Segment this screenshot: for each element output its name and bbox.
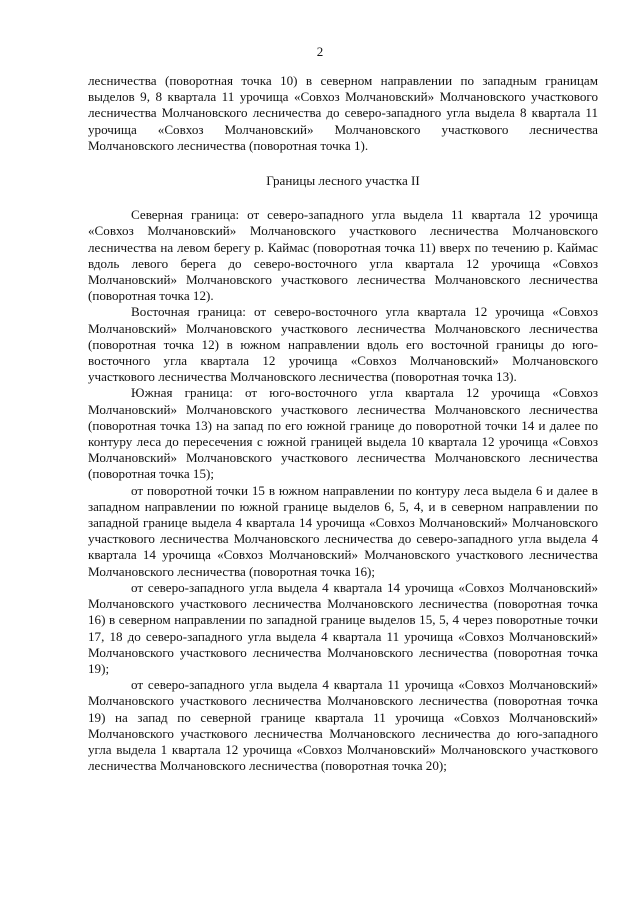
page-number: 2: [316, 44, 324, 59]
paragraph-south-boundary-part-2: от поворотной точки 15 в южном направлении по контуру леса выдела 6 и далее в западном направлении по южной границе выделов 6, 5, 4, и в северном направлении по западной границе выдела 4 квартала 14 урочища «Совхоз Молчановский» Молчановского участкового лесничества Молчановского лесничества до северо-западного угла выдела 4 квартала 14 урочища «Совхоз Молчановский» Молчановского участкового лесничества Молчановского лесничества (поворотная точка 16);: [88, 482, 598, 579]
paragraph-continuation: лесничества (поворотная точка 10) в северном направлении по западным границам выделов 9, 8 квартала 11 урочища «Совхоз Молчановский» Молчановского участкового лесничества Молчановского лесничества до северо-западного угла выдела 8 квартала 11 урочища «Совхоз Молчановский» Молчановского участкового лесничества Молчановского лесничества (поворотная точка 1).: [88, 73, 598, 153]
paragraph-north-boundary: Северная граница: от северо-западного угла выдела 11 квартала 12 урочища «Совхоз Молчановский» Молчановского участкового лесничества Молчановского лесничества на левом берегу р. Каймас (поворотная точка 11) вверх по течению р. Каймас вдоль левого берега до северо-восточного угла квартала 12 урочища «Совхоз Молчановский» Молчановского участкового лесничества Молчановского лесничества (поворотная точка 12).: [88, 207, 598, 304]
section-heading: Границы лесного участка II: [266, 173, 420, 189]
paragraph-south-boundary: Южная граница: от юго-восточного угла квартала 12 урочища «Совхоз Молчановский» Молчановского участкового лесничества Молчановского лесничества (поворотная точка 13) на запад по его южной границе до поворотной точки 14 и далее по контуру леса до пересечения с южной границей выдела 10 квартала 12 урочища «Совхоз Молчановский» Молчановского участкового лесничества Молчановского лесничества (поворотная точка 15);: [88, 385, 598, 482]
paragraph-east-boundary: Восточная граница: от северо-восточного угла квартала 12 урочища «Совхоз Молчановский» Молчановского участкового лесничества Молчановского лесничества (поворотная точка 12) в южном направлении вдоль его восточной границы до юго-восточного угла квартала 12 урочища «Совхоз Молчановский» Молчановского участкового лесничества Молчановского лесничества (поворотная точка 13).: [88, 304, 598, 385]
paragraph-south-boundary-part-4: от северо-западного угла выдела 4 квартала 11 урочища «Совхоз Молчановский» Молчановского участкового лесничества Молчановского лесничества (поворотная точка 19) на запад по северной границе квартала 11 урочища «Совхоз Молчановский» Молчановского участкового лесничества Молчановского лесничества до юго-западного угла выдела 1 квартала 12 урочища «Совхоз Молчановский» Молчановского участкового лесничества Молчановского лесничества (поворотная точка 20);: [88, 677, 598, 774]
document-body: [88, 73, 598, 774]
paragraph-south-boundary-part-3: от северо-западного угла выдела 4 квартала 14 урочища «Совхоз Молчановский» Молчановского участкового лесничества Молчановского лесничества (поворотная точка 16) в северном направлении по западной границе выделов 15, 5, 4 через поворотные точки 17, 18 до северо-западного угла выдела 4 квартала 11 урочища «Совхоз Молчановский» Молчановского участкового лесничества Молчановского лесничества (поворотная точка 19);: [88, 579, 598, 676]
